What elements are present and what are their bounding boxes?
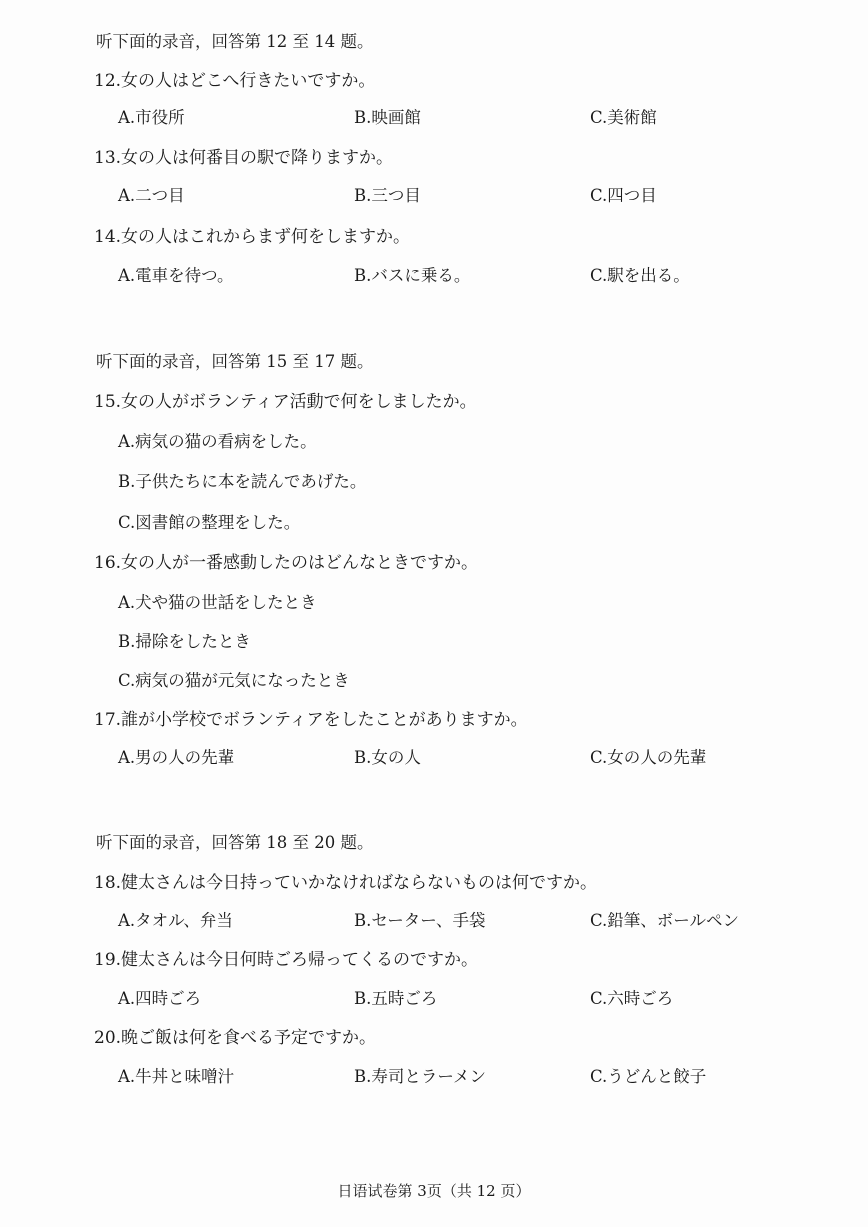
option-13-c: C.四つ目 <box>590 186 657 205</box>
option-14-c: C.駅を出る。 <box>590 266 690 285</box>
section-instruction: 听下面的录音，回答第 15 至 17 题。 <box>96 352 374 371</box>
option-13-a: A.二つ目 <box>118 186 185 205</box>
option-13-b: B.三つ目 <box>354 186 421 205</box>
option-15-c: C.図書館の整理をした。 <box>118 513 301 532</box>
option-17-c: C.女の人の先輩 <box>590 748 707 767</box>
question-19: 19.健太さんは今日何時ごろ帰ってくるのですか。 <box>94 950 479 970</box>
question-20: 20.晩ご飯は何を食べる予定ですか。 <box>94 1028 377 1048</box>
option-12-b: B.映画館 <box>354 108 421 127</box>
question-18: 18.健太さんは今日持っていかなければならないものは何ですか。 <box>94 873 598 893</box>
option-12-c: C.美術館 <box>590 108 657 127</box>
option-19-a: A.四時ごろ <box>118 989 202 1008</box>
option-16-b: B.掃除をしたとき <box>118 632 251 651</box>
option-16-a: A.犬や猫の世話をしたとき <box>118 593 317 612</box>
question-15: 15.女の人がボランティア活動で何をしましたか。 <box>94 392 477 412</box>
section-instruction: 听下面的录音，回答第 18 至 20 题。 <box>96 833 374 852</box>
option-17-b: B.女の人 <box>354 748 421 767</box>
option-18-c: C.鉛筆、ボールペン <box>590 911 739 930</box>
option-14-b: B.バスに乗る。 <box>354 266 471 285</box>
option-12-a: A.市役所 <box>118 108 185 127</box>
question-13: 13.女の人は何番目の駅で降りますか。 <box>94 148 394 168</box>
option-16-c: C.病気の猫が元気になったとき <box>118 671 350 690</box>
section-instruction: 听下面的录音，回答第 12 至 14 题。 <box>96 32 374 51</box>
question-17: 17.誰が小学校でボランティアをしたことがありますか。 <box>94 710 528 730</box>
option-14-a: A.電車を待つ。 <box>118 266 234 285</box>
option-15-a: A.病気の猫の看病をした。 <box>118 432 317 451</box>
page-footer: 日语试卷第 3页（共 12 页） <box>337 1182 531 1200</box>
question-16: 16.女の人が一番感動したのはどんなときですか。 <box>94 553 479 573</box>
option-20-b: B.寿司とラーメン <box>354 1067 487 1086</box>
question-12: 12.女の人はどこへ行きたいですか。 <box>94 71 376 91</box>
option-17-a: A.男の人の先輩 <box>118 748 235 767</box>
option-18-a: A.タオル、弁当 <box>118 911 233 930</box>
option-15-b: B.子供たちに本を読んであげた。 <box>118 472 367 491</box>
option-18-b: B.セーター、手袋 <box>354 911 486 930</box>
question-14: 14.女の人はこれからまず何をしますか。 <box>94 227 411 247</box>
option-20-c: C.うどんと餃子 <box>590 1067 707 1086</box>
option-19-b: B.五時ごろ <box>354 989 438 1008</box>
option-20-a: A.牛丼と味噌汁 <box>118 1067 235 1086</box>
option-19-c: C.六時ごろ <box>590 989 674 1008</box>
